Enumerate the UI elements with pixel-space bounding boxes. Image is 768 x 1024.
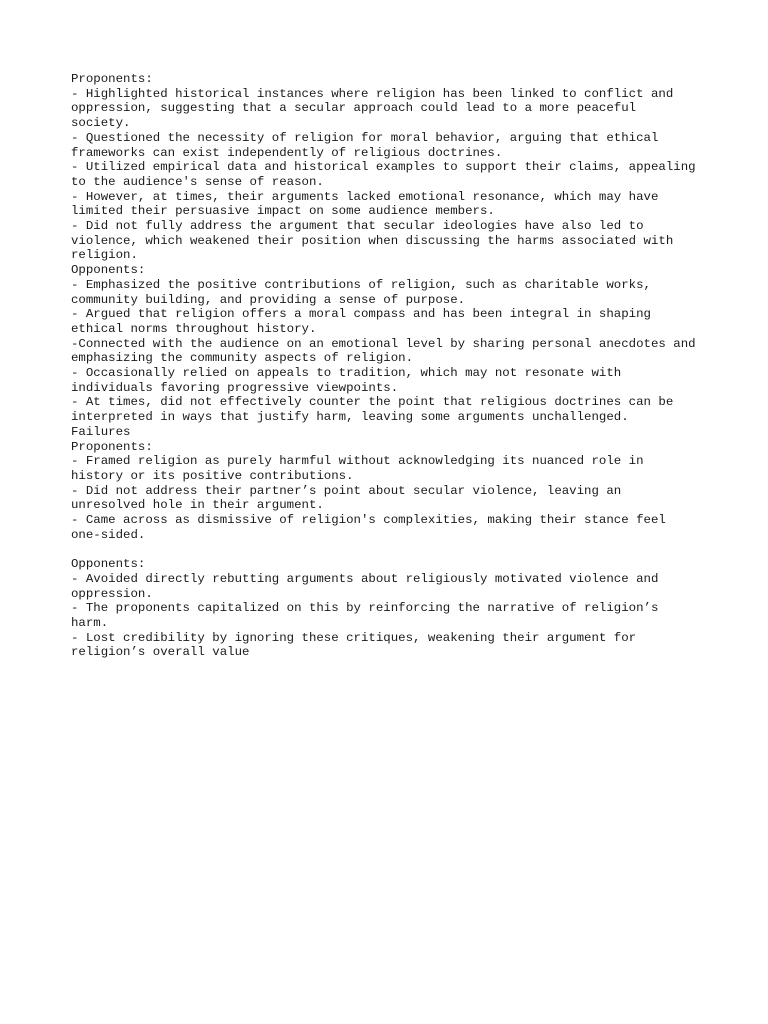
opponents-point: -Connected with the audience on an emotional level by sharing personal anecdotes and emphasizing the community aspects of religion.	[71, 336, 704, 366]
failures-proponents-heading: Proponents:	[71, 439, 153, 454]
proponents-point: - Utilized empirical data and historical examples to support their claims, appealing to the audience's sense of reason.	[71, 160, 704, 189]
proponents-heading: Proponents:	[71, 72, 153, 86]
failures-proponents-point: - Did not address their partner’s point about secular violence, leaving an unresolved hole in their argument.	[71, 483, 629, 513]
opponents-point: - Argued that religion offers a moral compass and has been integral in shaping ethical norms throughout history.	[71, 307, 659, 336]
opponents-heading: Opponents:	[71, 263, 146, 278]
failures-opponents-section	[71, 557, 696, 660]
proponents-point: - Highlighted historical instances where religion has been linked to conflict and oppression, suggesting that a secular approach could lead to a more peaceful society.	[71, 86, 681, 131]
failures-opponents-heading: Opponents:	[71, 557, 146, 572]
failures-opponents-point: - Avoided directly rebutting arguments about religiously motivated violence and oppression.	[71, 571, 666, 601]
opponents-point: - Occasionally relied on appeals to tradition, which may not resonate with individuals favoring progressive viewpoints.	[71, 366, 629, 395]
failures-proponents-point: - Framed religion as purely harmful without acknowledging its nuanced role in history or its positive contributions.	[71, 454, 651, 483]
failures-proponents-section	[71, 440, 696, 543]
proponents-point: - Questioned the necessity of religion for moral behavior, arguing that ethical frameworks can exist independently of religious doctrines.	[71, 130, 666, 160]
opponents-point: - Emphasized the positive contributions of religion, such as charitable works, community building, and providing a sense of purpose.	[71, 277, 659, 307]
failures-heading: Failures	[71, 424, 131, 439]
failures-opponents-point: - The proponents capitalized on this by reinforcing the narrative of religion’s harm.	[71, 601, 666, 630]
document-page	[71, 72, 704, 675]
failures-opponents-point: - Lost credibility by ignoring these critiques, weakening their argument for religion’s overall value	[71, 630, 644, 660]
proponents-point: - However, at times, their arguments lacked emotional resonance, which may have limited their persuasive impact on some audience members.	[71, 189, 666, 219]
proponents-point: - Did not fully address the argument that secular ideologies have also led to violence, which weakened their position when discussing the harms associated with religion.	[71, 219, 681, 263]
opponents-point: - At times, did not effectively counter the point that religious doctrines can be interpreted in ways that justify harm, leaving some arguments unchallenged.	[71, 395, 681, 425]
failures-proponents-point: - Came across as dismissive of religion's complexities, making their stance feel one-sided.	[71, 513, 674, 542]
